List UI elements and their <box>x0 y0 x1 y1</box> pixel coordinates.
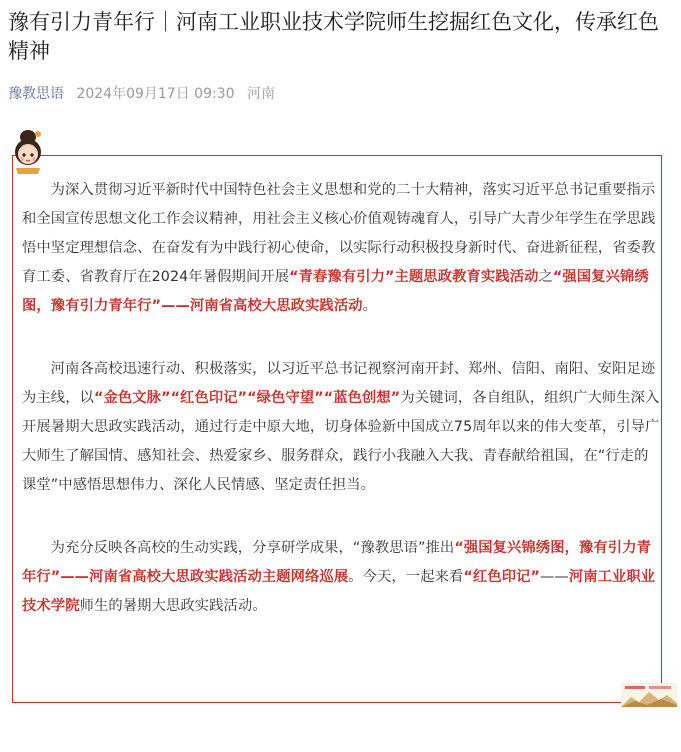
highlighted-text: “红色印记” <box>463 569 541 585</box>
paragraph-2 <box>22 355 662 500</box>
publish-location: 河南 <box>246 86 275 102</box>
body-text: 为充分反映各高校的生动实践，分享研学成果，“豫教思语”推出 <box>50 540 455 556</box>
body-text: 师生的暑期大思政实践活动。 <box>79 598 267 614</box>
paragraph-1 <box>22 176 662 321</box>
landscape-stamp-icon <box>621 683 677 707</box>
highlighted-text: “青春豫有引力”主题思政教育实践活动 <box>289 269 539 285</box>
paragraph-3 <box>22 534 662 621</box>
article-title: 豫有引力青年行｜河南工业职业技术学院师生挖掘红色文化，传承红色精神 <box>8 10 659 63</box>
account-name-link[interactable]: 豫教思语 <box>8 86 64 102</box>
body-text: 。今天，一起来看 <box>348 569 464 585</box>
highlighted-text: “强国复兴锦绣图，豫有引力青年行”——河南省高校大思政实践活动 <box>22 269 649 314</box>
body-text: 为关键词，各自组队，组织广大师生深入开展暑期大思政实践活动，通过行走中原大地，切身体验新中国成立75周年以来的伟大变革，引导广大师生了解国情、感知社会、热爱家乡、服务群众，践行小我融入大我、青春献给祖国，在“行走的课堂”中感悟思想伟力、深化人民情感、坚定责任担当。 <box>22 390 660 493</box>
highlighted-text: 河南工业职业技术学院 <box>22 569 656 614</box>
body-text: 为深入贯彻习近平新时代中国特色社会主义思想和党的二十大精神，落实习近平总书记重要指示和全国宣传思想文化工作会议精神，用社会主义核心价值观铸魂育人，引导广大青少年学生在学思践悟中坚定理想信念、在奋发有为中践行初心使命，以实际行动积极投身新时代、奋进新征程，省委教育工委、省教育厅在2024年暑假期间开展 <box>22 182 656 285</box>
body-text: 河南各高校迅速行动、积极落实，以习近平总书记视察河南开封、郑州、信阳、南阳、安阳足迹为主线，以 <box>22 361 656 406</box>
highlighted-text: “强国复兴锦绣图，豫有引力青年行”——河南省高校大思政实践活动主题网络巡展 <box>22 540 651 585</box>
highlighted-text: “金色文脉”“红色印记”“绿色守望”“蓝色创想” <box>93 390 401 406</box>
body-text: 之 <box>538 269 553 285</box>
cartoon-girl-mascot-icon <box>8 128 48 174</box>
body-text: —— <box>540 569 569 585</box>
publish-datetime: 2024年09月17日 09:30 <box>76 86 235 102</box>
body-text: 。 <box>362 298 378 314</box>
article-body <box>22 176 662 621</box>
article-meta <box>8 84 283 104</box>
